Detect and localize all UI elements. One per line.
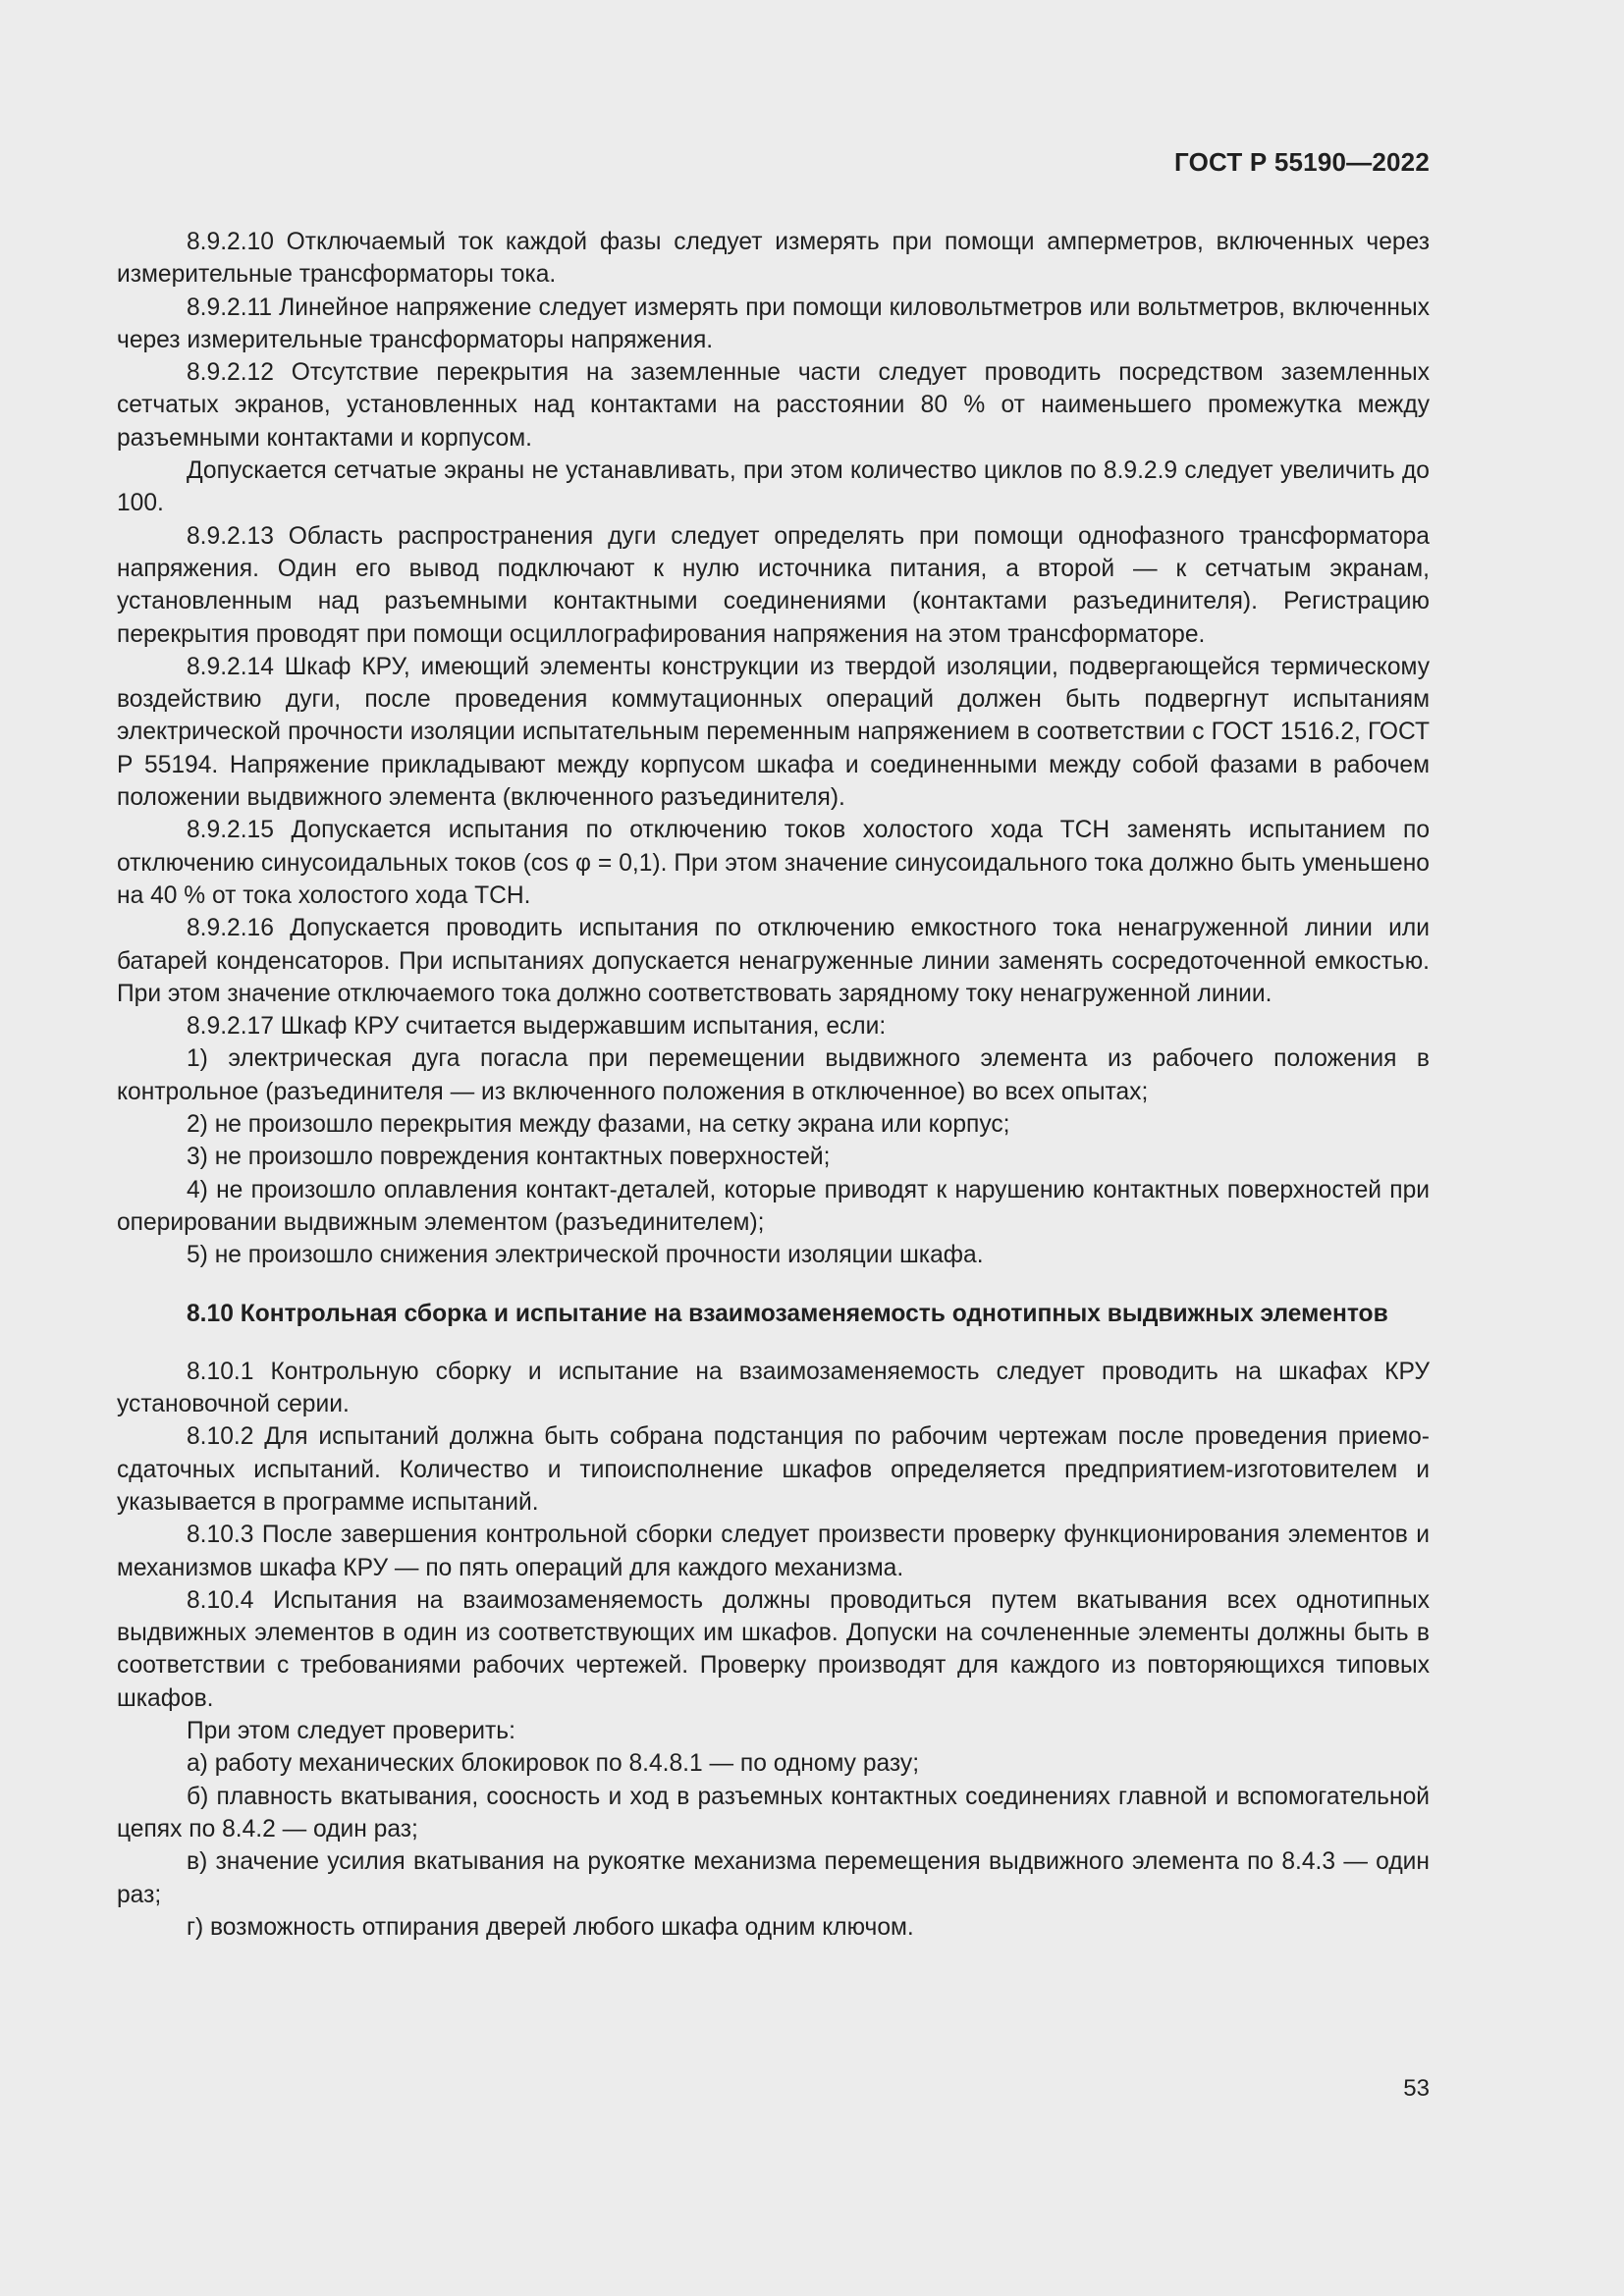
list-item-v: в) значение усилия вкатывания на рукоятке механизма перемещения выдвижного элемента по 8.4.3 — один раз; [117,1848,1430,1908]
paragraph-8-10-3: 8.10.3 После завершения контрольной сборки следует произвести проверку функционирования элементов и механизмов шкафа КРУ — по пять операций для каждого механизма. [117,1522,1430,1581]
standard-header: ГОСТ Р 55190—2022 [1174,147,1430,177]
list-item-g: г) возможность отпирания дверей любого шкафа одним ключом. [187,1913,914,1941]
paragraph-8-9-2-11: 8.9.2.11 Линейное напряжение следует измерять при помощи киловольтметров или вольтметров, включенных через измерительные трансформаторы напряжения. [117,294,1430,353]
paragraph-8-9-2-15: 8.9.2.15 Допускается испытания по отключению токов холостого хода ТСН заменять испытанием по отключению синусоидальных токов (cos φ = 0,1). При этом значение синусоидального тока должно быть уменьшено на 40 % от тока холостого хода ТСН. [117,817,1430,909]
list-item-2: 2) не произошло перекрытия между фазами, на сетку экрана или корпус; [187,1111,1010,1139]
paragraph-8-10-4: 8.10.4 Испытания на взаимозаменяемость должны проводиться путем вкатывания всех однотипных выдвижных элементов в один из соответствующих им шкафов. Допуски на сочлененные элементы должны быть в соответствии с требованиями рабочих чертежей. Проверку производят для каждого из повторяющихся типовых шкафов. [117,1586,1430,1712]
paragraph-check-intro: При этом следует проверить: [187,1718,515,1745]
list-item-3: 3) не произошло повреждения контактных поверхностей; [187,1144,831,1171]
list-item-a: а) работу механических блокировок по 8.4.8.1 — по одному разу; [187,1750,920,1778]
paragraph-8-9-2-14: 8.9.2.14 Шкаф КРУ, имеющий элементы конструкции из твердой изоляции, подвергающейся термическому воздействию дуги, после проведения коммутационных операций должен быть подвергнут испытаниям электрической прочности изоляции испытательным переменным напряжением в соответствии с ГОСТ 1516.2, ГОСТ Р 55194. Напряжение прикладывают между корпусом шкафа и соединенными между собой фазами в рабочем положении выдвижного элемента (включенного разъединителя). [117,653,1430,812]
paragraph-8-10-1: 8.10.1 Контрольную сборку и испытание на взаимозаменяемость следует проводить на шкафах КРУ установочной серии. [117,1358,1430,1418]
list-item-1: 1) электрическая дуга погасла при перемещении выдвижного элемента из рабочего положения в контрольное (разъединителя — из включенного положения в отключенное) во всех опытах; [117,1045,1430,1105]
paragraph-8-9-2-17: 8.9.2.17 Шкаф КРУ считается выдержавшим испытания, если: [187,1013,887,1041]
list-item-5: 5) не произошло снижения электрической прочности изоляции шкафа. [187,1242,984,1269]
paragraph-8-9-2-10: 8.9.2.10 Отключаемый ток каждой фазы следует измерять при помощи амперметров, включенных через измерительные трансформаторы тока. [117,229,1430,289]
list-item-4: 4) не произошло оплавления контакт-деталей, которые приводят к нарушению контактных поверхностей при оперировании выдвижным элементом (разъединителем); [117,1176,1430,1236]
document-body [117,226,1430,1944]
paragraph-8-9-2-16: 8.9.2.16 Допускается проводить испытания по отключению емкостного тока ненагруженной линии или батарей конденсаторов. При испытаниях допускается ненагруженные линии заменять сосредоточенной емкостью. При этом значение отключаемого тока должно соответствовать зарядному току ненагруженной линии. [117,915,1430,1007]
paragraph-8-9-2-12: 8.9.2.12 Отсутствие перекрытия на заземленные части следует проводить посредством заземленных сетчатых экранов, установленных над контактами на расстоянии 80 % от наименьшего промежутка между разъемными контактами и корпусом. [117,359,1430,452]
page-number: 53 [1403,2075,1430,2102]
paragraph-8-10-2: 8.10.2 Для испытаний должна быть собрана подстанция по рабочим чертежам после проведения приемо-сдаточных испытаний. Количество и типоисполнение шкафов определяется предприятием-изготовителем и указывается в программе испытаний. [117,1423,1430,1516]
paragraph-screens-note: Допускается сетчатые экраны не устанавливать, при этом количество циклов по 8.9.2.9 следует увеличить до 100. [117,457,1430,517]
section-heading-8-10: 8.10 Контрольная сборка и испытание на взаимозаменяемость однотипных выдвижных элементов [187,1300,1388,1327]
paragraph-8-9-2-13: 8.9.2.13 Область распространения дуги следует определять при помощи однофазного трансформатора напряжения. Один его вывод подключают к нулю источника питания, а второй — к сетчатым экранам, установленным над разъемными контактными соединениями (контактами разъединителя). Регистрацию перекрытия проводят при помощи осциллографирования напряжения на этом трансформаторе. [117,522,1430,648]
list-item-b: б) плавность вкатывания, соосность и ход в разъемных контактных соединениях главной и вспомогательной цепях по 8.4.2 — один раз; [117,1783,1430,1842]
